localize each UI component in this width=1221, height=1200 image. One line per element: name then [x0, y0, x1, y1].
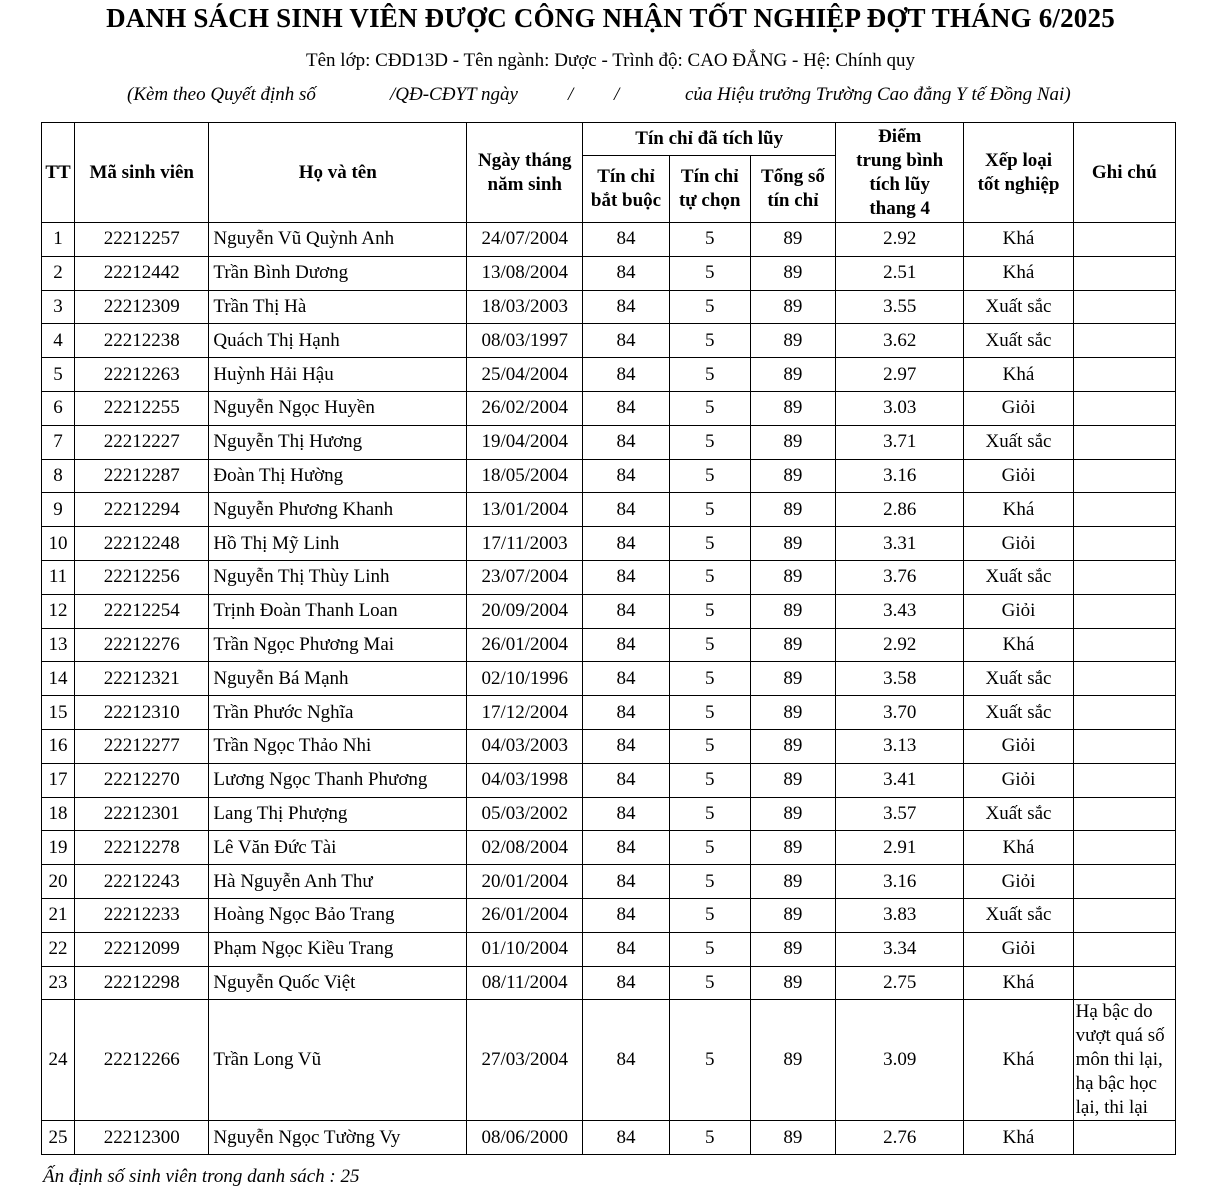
cell-required-credits: 84: [583, 223, 669, 257]
cell-rank: Khá: [964, 966, 1073, 1000]
cell-gpa: 3.58: [836, 662, 964, 696]
cell-student-id: 22212310: [75, 696, 209, 730]
cell-elective-credits: 5: [669, 1000, 750, 1121]
cell-gpa: 2.92: [836, 628, 964, 662]
cell-note: [1073, 898, 1175, 932]
cell-note: [1073, 324, 1175, 358]
cell-total-credits: 89: [750, 797, 835, 831]
cell-note: [1073, 527, 1175, 561]
cell-total-credits: 89: [750, 459, 835, 493]
header-student-id: Mã sinh viên: [75, 123, 209, 223]
cell-dob: 05/03/2002: [467, 797, 583, 831]
cell-gpa: 2.75: [836, 966, 964, 1000]
cell-tt: 16: [42, 729, 75, 763]
decision-part2: /QĐ-CĐYT ngày: [390, 84, 518, 105]
cell-full-name: Nguyễn Thị Hương: [209, 425, 467, 459]
cell-note: [1073, 256, 1175, 290]
cell-required-credits: 84: [583, 696, 669, 730]
cell-student-id: 22212227: [75, 425, 209, 459]
cell-total-credits: 89: [750, 256, 835, 290]
cell-rank: Giỏi: [964, 729, 1073, 763]
table-row: [42, 865, 1176, 899]
table-row: [42, 831, 1176, 865]
cell-total-credits: 89: [750, 223, 835, 257]
header-note: Ghi chú: [1073, 123, 1175, 223]
table-row: [42, 797, 1176, 831]
cell-required-credits: 84: [583, 459, 669, 493]
cell-rank: Giỏi: [964, 527, 1073, 561]
cell-note: [1073, 391, 1175, 425]
cell-rank: Xuất sắc: [964, 560, 1073, 594]
cell-required-credits: 84: [583, 662, 669, 696]
cell-required-credits: 84: [583, 797, 669, 831]
cell-total-credits: 89: [750, 898, 835, 932]
cell-note: [1073, 425, 1175, 459]
cell-rank: Xuất sắc: [964, 662, 1073, 696]
decision-part3: của Hiệu trưởng Trường Cao đẳng Y tế Đồng Nai): [685, 84, 1071, 105]
decision-sep2: /: [614, 84, 620, 105]
cell-tt: 20: [42, 865, 75, 899]
table-row: [42, 358, 1176, 392]
cell-gpa: 3.71: [836, 425, 964, 459]
cell-gpa: 3.13: [836, 729, 964, 763]
cell-full-name: Nguyễn Thị Thùy Linh: [209, 560, 467, 594]
cell-tt: 17: [42, 763, 75, 797]
cell-tt: 24: [42, 1000, 75, 1121]
cell-full-name: Nguyễn Phương Khanh: [209, 493, 467, 527]
cell-student-id: 22212266: [75, 1000, 209, 1121]
cell-elective-credits: 5: [669, 966, 750, 1000]
header-elective-credits: Tín chỉ tự chọn: [669, 156, 750, 223]
table-row: [42, 391, 1176, 425]
cell-rank: Xuất sắc: [964, 696, 1073, 730]
cell-full-name: Trần Thị Hà: [209, 290, 467, 324]
cell-note: [1073, 594, 1175, 628]
cell-full-name: Hoàng Ngọc Bảo Trang: [209, 898, 467, 932]
cell-tt: 5: [42, 358, 75, 392]
cell-student-id: 22212099: [75, 932, 209, 966]
cell-student-id: 22212248: [75, 527, 209, 561]
cell-dob: 17/12/2004: [467, 696, 583, 730]
cell-student-id: 22212442: [75, 256, 209, 290]
cell-note: [1073, 966, 1175, 1000]
table-row: [42, 662, 1176, 696]
cell-full-name: Phạm Ngọc Kiều Trang: [209, 932, 467, 966]
cell-rank: Khá: [964, 493, 1073, 527]
cell-total-credits: 89: [750, 865, 835, 899]
table-row: [42, 594, 1176, 628]
cell-total-credits: 89: [750, 560, 835, 594]
cell-note: [1073, 560, 1175, 594]
cell-student-id: 22212278: [75, 831, 209, 865]
cell-gpa: 2.86: [836, 493, 964, 527]
cell-tt: 15: [42, 696, 75, 730]
cell-required-credits: 84: [583, 527, 669, 561]
cell-student-id: 22212270: [75, 763, 209, 797]
table-row: [42, 324, 1176, 358]
cell-student-id: 22212254: [75, 594, 209, 628]
cell-note: [1073, 1121, 1175, 1155]
table-row: [42, 527, 1176, 561]
cell-full-name: Lê Văn Đức Tài: [209, 831, 467, 865]
cell-tt: 9: [42, 493, 75, 527]
cell-elective-credits: 5: [669, 527, 750, 561]
cell-student-id: 22212276: [75, 628, 209, 662]
header-full-name: Họ và tên: [209, 123, 467, 223]
cell-elective-credits: 5: [669, 391, 750, 425]
table-row: [42, 459, 1176, 493]
cell-total-credits: 89: [750, 932, 835, 966]
cell-note: [1073, 223, 1175, 257]
graduation-table: [41, 122, 1176, 1155]
table-row: [42, 425, 1176, 459]
cell-student-id: 22212301: [75, 797, 209, 831]
cell-elective-credits: 5: [669, 256, 750, 290]
cell-required-credits: 84: [583, 865, 669, 899]
cell-elective-credits: 5: [669, 932, 750, 966]
cell-required-credits: 84: [583, 560, 669, 594]
cell-dob: 17/11/2003: [467, 527, 583, 561]
cell-student-id: 22212309: [75, 290, 209, 324]
cell-elective-credits: 5: [669, 628, 750, 662]
cell-full-name: Lương Ngọc Thanh Phương: [209, 763, 467, 797]
cell-rank: Khá: [964, 1000, 1073, 1121]
cell-tt: 19: [42, 831, 75, 865]
cell-full-name: Nguyễn Ngọc Huyền: [209, 391, 467, 425]
cell-total-credits: 89: [750, 290, 835, 324]
cell-full-name: Trần Phước Nghĩa: [209, 696, 467, 730]
cell-dob: 26/01/2004: [467, 628, 583, 662]
cell-gpa: 3.41: [836, 763, 964, 797]
cell-note: [1073, 763, 1175, 797]
cell-note: [1073, 493, 1175, 527]
table-row: [42, 290, 1176, 324]
cell-dob: 26/02/2004: [467, 391, 583, 425]
cell-elective-credits: 5: [669, 797, 750, 831]
cell-dob: 02/10/1996: [467, 662, 583, 696]
cell-elective-credits: 5: [669, 223, 750, 257]
cell-total-credits: 89: [750, 1121, 835, 1155]
cell-gpa: 3.55: [836, 290, 964, 324]
cell-gpa: 2.91: [836, 831, 964, 865]
cell-note: Hạ bậc do vượt quá số môn thi lại, hạ bậc học lại, thi lại: [1073, 1000, 1175, 1121]
footer-count: Ấn định số sinh viên trong danh sách : 25: [43, 1166, 360, 1187]
cell-full-name: Trần Long Vũ: [209, 1000, 467, 1121]
cell-rank: Giỏi: [964, 932, 1073, 966]
cell-tt: 7: [42, 425, 75, 459]
cell-elective-credits: 5: [669, 729, 750, 763]
cell-full-name: Nguyễn Bá Mạnh: [209, 662, 467, 696]
cell-required-credits: 84: [583, 729, 669, 763]
cell-dob: 27/03/2004: [467, 1000, 583, 1121]
cell-student-id: 22212256: [75, 560, 209, 594]
cell-gpa: 2.97: [836, 358, 964, 392]
cell-student-id: 22212257: [75, 223, 209, 257]
cell-rank: Xuất sắc: [964, 290, 1073, 324]
class-info: Tên lớp: CĐD13D - Tên ngành: Dược - Trình độ: CAO ĐẲNG - Hệ: Chính quy: [306, 50, 915, 71]
cell-tt: 18: [42, 797, 75, 831]
cell-gpa: 3.34: [836, 932, 964, 966]
cell-tt: 21: [42, 898, 75, 932]
cell-tt: 8: [42, 459, 75, 493]
cell-rank: Xuất sắc: [964, 425, 1073, 459]
header-required-credits: Tín chỉ bắt buộc: [583, 156, 669, 223]
cell-total-credits: 89: [750, 628, 835, 662]
cell-note: [1073, 797, 1175, 831]
cell-full-name: Trịnh Đoàn Thanh Loan: [209, 594, 467, 628]
cell-total-credits: 89: [750, 493, 835, 527]
cell-rank: Xuất sắc: [964, 898, 1073, 932]
cell-total-credits: 89: [750, 594, 835, 628]
cell-full-name: Quách Thị Hạnh: [209, 324, 467, 358]
cell-required-credits: 84: [583, 256, 669, 290]
cell-required-credits: 84: [583, 594, 669, 628]
cell-full-name: Nguyễn Vũ Quỳnh Anh: [209, 223, 467, 257]
cell-gpa: 2.51: [836, 256, 964, 290]
cell-rank: Khá: [964, 223, 1073, 257]
cell-elective-credits: 5: [669, 696, 750, 730]
cell-tt: 10: [42, 527, 75, 561]
header-gpa: Điểm trung bình tích lũy thang 4: [836, 123, 964, 223]
cell-tt: 3: [42, 290, 75, 324]
cell-full-name: Trần Ngọc Thảo Nhi: [209, 729, 467, 763]
cell-rank: Giỏi: [964, 763, 1073, 797]
cell-full-name: Nguyễn Quốc Việt: [209, 966, 467, 1000]
cell-student-id: 22212298: [75, 966, 209, 1000]
cell-note: [1073, 358, 1175, 392]
cell-note: [1073, 932, 1175, 966]
cell-tt: 22: [42, 932, 75, 966]
cell-rank: Khá: [964, 256, 1073, 290]
cell-dob: 23/07/2004: [467, 560, 583, 594]
cell-rank: Khá: [964, 831, 1073, 865]
cell-gpa: 3.83: [836, 898, 964, 932]
cell-tt: 23: [42, 966, 75, 1000]
cell-full-name: Trần Bình Dương: [209, 256, 467, 290]
cell-dob: 08/03/1997: [467, 324, 583, 358]
table-row: [42, 223, 1176, 257]
cell-full-name: Đoàn Thị Hường: [209, 459, 467, 493]
cell-dob: 20/01/2004: [467, 865, 583, 899]
cell-total-credits: 89: [750, 425, 835, 459]
cell-required-credits: 84: [583, 763, 669, 797]
cell-elective-credits: 5: [669, 831, 750, 865]
cell-note: [1073, 628, 1175, 662]
cell-dob: 24/07/2004: [467, 223, 583, 257]
cell-elective-credits: 5: [669, 560, 750, 594]
table-row: [42, 1121, 1176, 1155]
cell-gpa: 3.09: [836, 1000, 964, 1121]
cell-total-credits: 89: [750, 831, 835, 865]
cell-dob: 01/10/2004: [467, 932, 583, 966]
cell-dob: 13/01/2004: [467, 493, 583, 527]
table-row: [42, 729, 1176, 763]
cell-tt: 1: [42, 223, 75, 257]
cell-full-name: Nguyễn Ngọc Tường Vy: [209, 1121, 467, 1155]
header-rank: Xếp loại tốt nghiệp: [964, 123, 1073, 223]
cell-required-credits: 84: [583, 932, 669, 966]
cell-rank: Giỏi: [964, 594, 1073, 628]
cell-total-credits: 89: [750, 358, 835, 392]
cell-dob: 18/03/2003: [467, 290, 583, 324]
cell-full-name: Hà Nguyễn Anh Thư: [209, 865, 467, 899]
table-row: [42, 966, 1176, 1000]
cell-rank: Khá: [964, 628, 1073, 662]
cell-tt: 25: [42, 1121, 75, 1155]
cell-rank: Xuất sắc: [964, 797, 1073, 831]
cell-tt: 12: [42, 594, 75, 628]
cell-elective-credits: 5: [669, 1121, 750, 1155]
cell-dob: 04/03/1998: [467, 763, 583, 797]
table-row: [42, 628, 1176, 662]
cell-required-credits: 84: [583, 966, 669, 1000]
cell-gpa: 3.03: [836, 391, 964, 425]
cell-required-credits: 84: [583, 831, 669, 865]
cell-elective-credits: 5: [669, 865, 750, 899]
cell-student-id: 22212277: [75, 729, 209, 763]
table-row: [42, 256, 1176, 290]
cell-elective-credits: 5: [669, 459, 750, 493]
cell-total-credits: 89: [750, 1000, 835, 1121]
cell-note: [1073, 290, 1175, 324]
cell-note: [1073, 662, 1175, 696]
cell-required-credits: 84: [583, 324, 669, 358]
cell-full-name: Trần Ngọc Phương Mai: [209, 628, 467, 662]
cell-dob: 04/03/2003: [467, 729, 583, 763]
table-row: [42, 560, 1176, 594]
decision-sep1: /: [568, 84, 574, 105]
cell-rank: Giỏi: [964, 865, 1073, 899]
cell-total-credits: 89: [750, 662, 835, 696]
cell-rank: Giỏi: [964, 391, 1073, 425]
cell-note: [1073, 831, 1175, 865]
cell-elective-credits: 5: [669, 898, 750, 932]
cell-note: [1073, 696, 1175, 730]
table-row: [42, 763, 1176, 797]
header-dob: Ngày tháng năm sinh: [467, 123, 583, 223]
cell-required-credits: 84: [583, 1000, 669, 1121]
cell-dob: 18/05/2004: [467, 459, 583, 493]
cell-tt: 14: [42, 662, 75, 696]
cell-elective-credits: 5: [669, 425, 750, 459]
cell-elective-credits: 5: [669, 662, 750, 696]
cell-dob: 08/11/2004: [467, 966, 583, 1000]
cell-tt: 13: [42, 628, 75, 662]
cell-required-credits: 84: [583, 425, 669, 459]
cell-total-credits: 89: [750, 324, 835, 358]
cell-required-credits: 84: [583, 358, 669, 392]
table-row: [42, 932, 1176, 966]
cell-elective-credits: 5: [669, 493, 750, 527]
cell-gpa: 3.16: [836, 459, 964, 493]
cell-rank: Xuất sắc: [964, 324, 1073, 358]
cell-gpa: 3.43: [836, 594, 964, 628]
header-credits-group: Tín chỉ đã tích lũy: [583, 123, 836, 156]
cell-student-id: 22212263: [75, 358, 209, 392]
cell-note: [1073, 459, 1175, 493]
cell-note: [1073, 729, 1175, 763]
cell-gpa: 2.92: [836, 223, 964, 257]
cell-student-id: 22212287: [75, 459, 209, 493]
decision-part1: (Kèm theo Quyết định số: [127, 84, 316, 105]
table-row: [42, 493, 1176, 527]
cell-total-credits: 89: [750, 391, 835, 425]
cell-tt: 2: [42, 256, 75, 290]
cell-dob: 19/04/2004: [467, 425, 583, 459]
document-title: DANH SÁCH SINH VIÊN ĐƯỢC CÔNG NHẬN TỐT NGHIỆP ĐỢT THÁNG 6/2025: [106, 3, 1115, 33]
cell-tt: 11: [42, 560, 75, 594]
cell-required-credits: 84: [583, 290, 669, 324]
cell-tt: 4: [42, 324, 75, 358]
cell-required-credits: 84: [583, 628, 669, 662]
cell-student-id: 22212233: [75, 898, 209, 932]
cell-full-name: Lang Thị Phượng: [209, 797, 467, 831]
cell-elective-credits: 5: [669, 324, 750, 358]
cell-student-id: 22212300: [75, 1121, 209, 1155]
cell-student-id: 22212243: [75, 865, 209, 899]
cell-required-credits: 84: [583, 391, 669, 425]
header-total-credits: Tổng số tín chỉ: [750, 156, 835, 223]
cell-dob: 13/08/2004: [467, 256, 583, 290]
cell-total-credits: 89: [750, 696, 835, 730]
table-row: [42, 898, 1176, 932]
cell-dob: 26/01/2004: [467, 898, 583, 932]
table-row: [42, 1000, 1176, 1121]
cell-dob: 20/09/2004: [467, 594, 583, 628]
cell-dob: 08/06/2000: [467, 1121, 583, 1155]
cell-rank: Khá: [964, 358, 1073, 392]
cell-rank: Khá: [964, 1121, 1073, 1155]
cell-gpa: 3.16: [836, 865, 964, 899]
header-tt: TT: [42, 123, 75, 223]
cell-student-id: 22212321: [75, 662, 209, 696]
cell-gpa: 3.62: [836, 324, 964, 358]
cell-full-name: Hồ Thị Mỹ Linh: [209, 527, 467, 561]
cell-student-id: 22212255: [75, 391, 209, 425]
cell-gpa: 3.70: [836, 696, 964, 730]
cell-total-credits: 89: [750, 729, 835, 763]
cell-rank: Giỏi: [964, 459, 1073, 493]
cell-student-id: 22212238: [75, 324, 209, 358]
cell-total-credits: 89: [750, 966, 835, 1000]
cell-note: [1073, 865, 1175, 899]
cell-tt: 6: [42, 391, 75, 425]
table-row: [42, 696, 1176, 730]
cell-total-credits: 89: [750, 527, 835, 561]
cell-full-name: Huỳnh Hải Hậu: [209, 358, 467, 392]
cell-student-id: 22212294: [75, 493, 209, 527]
cell-dob: 02/08/2004: [467, 831, 583, 865]
cell-dob: 25/04/2004: [467, 358, 583, 392]
decision-reference: [127, 84, 1107, 108]
cell-gpa: 3.76: [836, 560, 964, 594]
cell-gpa: 3.57: [836, 797, 964, 831]
cell-elective-credits: 5: [669, 763, 750, 797]
cell-elective-credits: 5: [669, 594, 750, 628]
cell-gpa: 3.31: [836, 527, 964, 561]
cell-required-credits: 84: [583, 493, 669, 527]
cell-total-credits: 89: [750, 763, 835, 797]
cell-elective-credits: 5: [669, 358, 750, 392]
cell-elective-credits: 5: [669, 290, 750, 324]
cell-required-credits: 84: [583, 1121, 669, 1155]
cell-gpa: 2.76: [836, 1121, 964, 1155]
cell-required-credits: 84: [583, 898, 669, 932]
